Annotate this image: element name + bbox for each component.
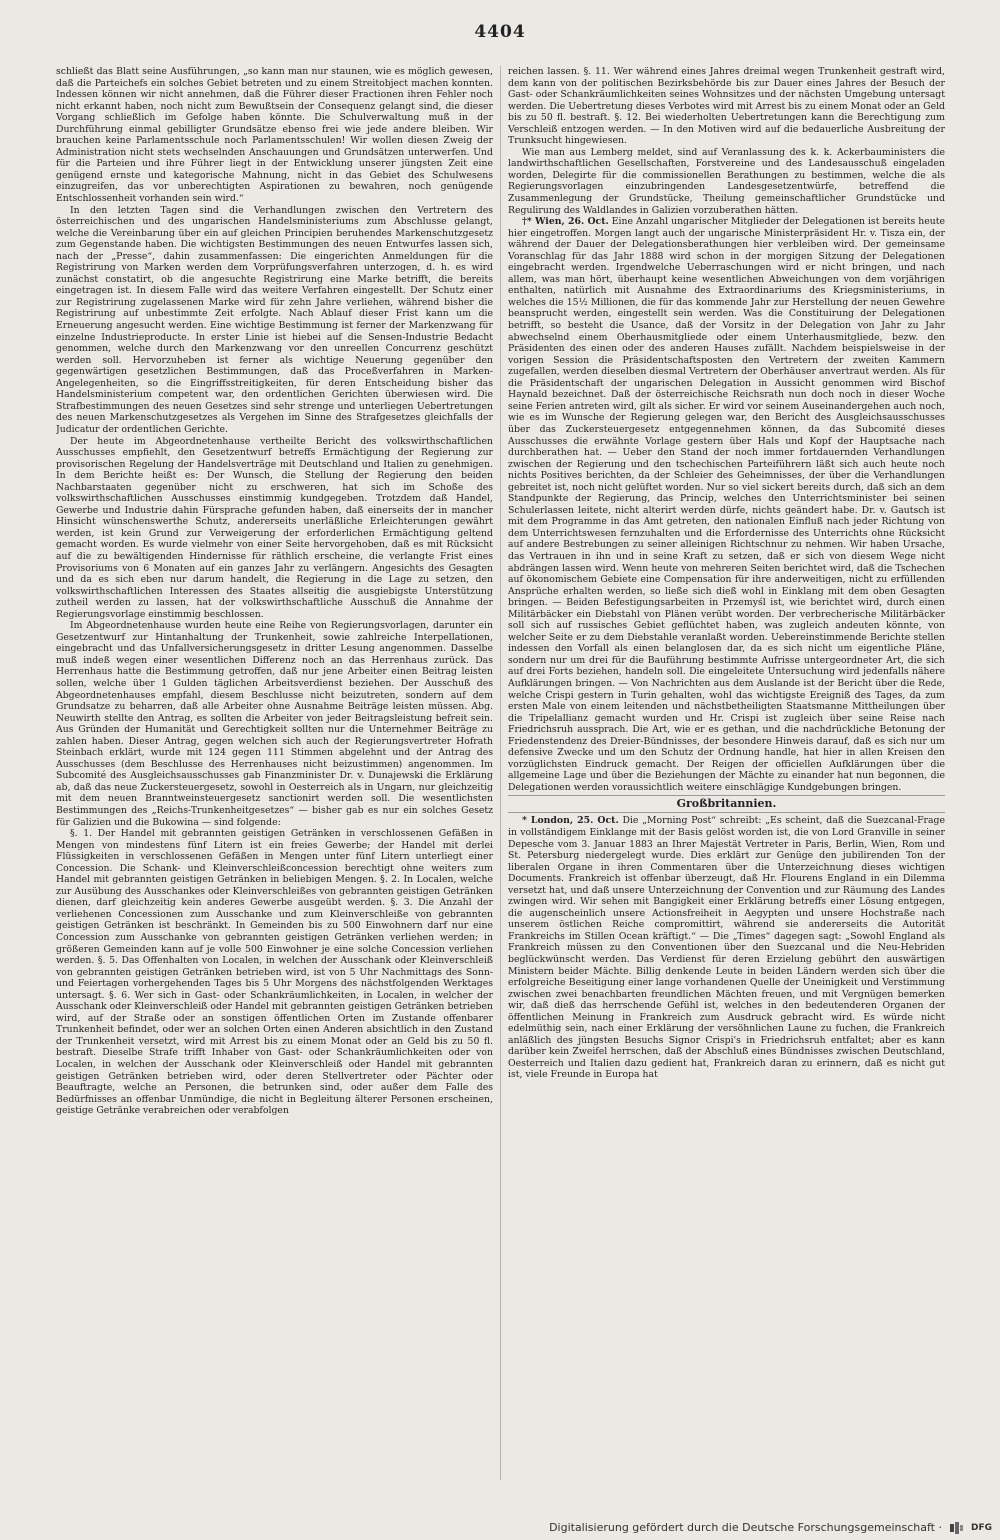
- article-paragraph: Der heute im Abgeordnetenhause vertheilte Bericht des volkswirthschaftlichen Ausschusses empfiehlt, den Gesetzentwurf betreffs Ermächtigung der Regierung zur provisorischen Regelung der Handelsverträge mit Deutschland und Italien zu genehmigen. In dem Berichte heißt es: Der Wunsch, die Stellung der Regierung den beiden Nachbarstaaten gegenüber nicht zu erschweren, hat sich im Schoße des volkswirthschaftlichen Ausschusses einstimmig kundgegeben. Trotzdem daß Handel, Gewerbe und Industrie dahin Fürsprache gefunden haben, daß einerseits der in mancher Hinsicht wünschenswerthe Schutz, andererseits unerläßliche Erleichterungen gewährt werden, ist kein Grund zur Verweigerung der erforderlichen Ermächtigung geltend gemacht worden. Es wurde vielmehr von einer Seite hervorgehoben, daß es mit Rücksicht auf die zu bewältigenden Hindernisse für räthlich erscheine, die verlangte Frist eines Provisoriums von 6 Monaten auf ein ganzes Jahr zu verlängern. Angesichts des Gesagten und da es sich eben nur darum handelt, die Regierung in die Lage zu setzen, den volkswirthschaftlichen Interessen des Staates allseitig die ausgiebigste Unterstützung zutheil werden zu lassen, hat der volkswirthschaftliche Ausschuß die Annahme der Regierungsvorlage einstimmig beschlossen.: [56, 435, 493, 620]
- dfg-logo-text: DFG: [970, 1522, 992, 1533]
- left-column: [56, 66, 493, 1510]
- dfg-logo-icon: [950, 1522, 968, 1534]
- digitization-footer: [549, 1521, 992, 1534]
- column-divider: [500, 66, 501, 1480]
- article-paragraph: Wie man aus Lemberg meldet, sind auf Veranlassung des k. k. Ackerbauministers die landwirthschaftlichen Gesellschaften, Forstvereine und des Landesausschuß eingeladen worden, Delegirte für die commissionellen Berathungen zu bestimmen, welche die als Regierungsvorlagen einzubringenden Landesgesetzentwürfe, betreffend die Zusammenlegung der Grundstücke, Theilung gemeinschaftlicher Grundstücke und Regulirung des Waldlandes in Galizien vorzuberathen hätten.: [508, 146, 945, 216]
- london-report: [508, 815, 945, 1081]
- page-number: 4404: [474, 22, 526, 42]
- article-paragraph: Im Abgeordnetenhause wurden heute eine Reihe von Regierungsvorlagen, darunter ein Gesetzentwurf zur Hintanhaltung der Trunkenheit, sowie zahlreiche Interpellationen, eingebracht und das Unfallversicherungsgesetz in dritter Lesung angenommen. Dasselbe muß indeß wegen einer wesentlichen Differenz noch an das Herrenhaus zurück. Das Herrenhaus hatte die Bestimmung getroffen, daß nur jene Arbeiter einen Beitrag leisten sollen, welche über 1 Gulden täglichen Arbeitsverdienst beziehen. Der Ausschuß des Abgeordnetenhauses empfahl, diesem Beschlusse nicht beizutreten, sondern auf dem Grundsatze zu beharren, daß alle Arbeiter ohne Ausnahme Beiträge leisten müssen. Abg. Neuwirth stellte den Antrag, es sollten die Arbeiter von jeder Beitragsleistung befreit sein. Aus Gründen der Humanität und Gerechtigkeit sollten nur die Unternehmer Beiträge zu zahlen haben. Dieser Antrag, gegen welchen sich auch der Regierungsvertreter Hofrath Steinbach erklärt, wurde mit 124 gegen 111 Stimmen abgelehnt und der Antrag des Ausschusses (dem Beschlusse des Herrenhauses nicht beizustimmen) angenommen. Im Subcomité des Ausgleichsausschusses gab Finanzminister Dr. v. Dunajewski die Erklärung ab, daß das neue Zuckersteuergesetz, sowohl in Oesterreich als in Ungarn, nur gleichzeitig mit dem neuen Branntweinsteuergesetz sanctionirt werden soll. Die wesentlichsten Bestimmungen des „Reichs-Trunkenheitgesetzes“ — bisher gab es nur ein solches Gesetz für Galizien und die Bukowina — sind folgende:: [56, 620, 493, 828]
- section-heading-great-britain: Großbritannien.: [508, 795, 945, 813]
- vienna-report: [508, 216, 945, 793]
- right-column: [508, 66, 945, 1510]
- article-paragraph: §. 1. Der Handel mit gebrannten geistigen Getränken in verschlossenen Gefäßen in Mengen von mindestens fünf Litern ist ein freies Gewerbe; der Handel mit derlei Flüssigkeiten in verschlossenen Gefäßen in Mengen unter fünf Litern unterliegt einer Concession. Die Schank- und Kleinverschleißconcession berechtigt ohne weiters zum Handel mit gebrannten geistigen Getränken in beliebigen Mengen. §. 2. In Localen, welche zur Ausübung des Ausschankes oder Kleinverschleißes von gebrannten geistigen Getränken dienen, darf gleichzeitig kein anderes Gewerbe ausgeübt werden. §. 3. Die Anzahl der verliehenen Concessionen zum Ausschanke und zum Kleinverschleiße von gebrannten geistigen Getränken ist beschränkt. In Gemeinden bis zu 500 Einwohnern darf nur eine Concession zum Ausschanke von gebrannten geistigen Getränken verliehen werden; in größeren Gemeinden kann auf je volle 500 Einwohner je eine solche Concession verliehen werden. §. 5. Das Offenhalten von Localen, in welchen der Ausschank oder Kleinverschleiß von gebrannten geistigen Getränken betrieben wird, ist von 5 Uhr Nachmittags des Sonn- und Feiertagen vorhergehenden Tages bis 5 Uhr Morgens des nächstfolgenden Werktages untersagt. §. 6. Wer sich in Gast- oder Schankräumlichkeiten, in Localen, in welcher der Ausschank oder Kleinverschleiß oder Handel mit gebrannten geistigen Getränken betrieben wird, auf der Straße oder an sonstigen öffentlichen Orten im Zustande offenbarer Trunkenheit befindet, oder wer an solchen Orten einen Anderen absichtlich in den Zustand der Trunkenheit versetzt, wird mit Arrest bis zu einem Monat oder an Geld bis zu 50 fl. bestraft. Dieselbe Strafe trifft Inhaber von Gast- oder Schankräumlichkeiten oder von Localen, in welchen der Ausschank oder Kleinverschleiß oder Handel mit gebrannten geistigen Getränken betrieben wird, oder deren Stellvertreter oder Pächter oder Beauftragte, welche an Personen, die betrunken sind, oder außer dem Falle des Bedürfnisses an offenbar Unmündige, die nicht in Begleitung älterer Personen erscheinen, geistige Getränke verabreichen oder verabfolgen: [56, 828, 493, 1117]
- article-paragraph: reichen lassen. §. 11. Wer während eines Jahres dreimal wegen Trunkenheit gestraft wird, dem kann von der politischen Bezirksbehörde bis zur Dauer eines Jahres der Besuch der Gast- oder Schankräumlichkeiten seines Wohnsitzes und der nächsten Umgebung untersagt werden. Die Uebertretung dieses Verbotes wird mit Arrest bis zu einem Monat oder an Geld bis zu 50 fl. bestraft. §. 12. Bei wiederholten Uebertretungen kann die Berechtigung zum Verschleiß entzogen werden. — In den Motiven wird auf die bedauerliche Ausbreitung der Trunksucht hingewiesen.: [508, 66, 945, 147]
- vienna-report-text: Eine Anzahl ungarischer Mitglieder der Delegationen ist bereits heute hier eingetroffen. Morgen langt auch der ungarische Ministerpräsident Hr. v. Tisza ein, der während der Dauer der Delegationsberathungen hier verbleiben wird. Der gemeinsame Voranschlag für das Jahr 1888 wird schon in der morgigen Sitzung der Delegationen eingebracht werden. Irgendwelche Ueberraschungen wird er nicht bringen, und nach allem, was man hört, überhaupt keine wesentlichen Abweichungen von dem vorjährigen enthalten, natürlich mit Ausnahme des Extraordinariums des Kriegsministeriums, in welches die 15½ Millionen, die für das kommende Jahr zur Herstellung der neuen Gewehre beansprucht werden, eingestellt sein werden. Was die Constituirung der Delegationen betrifft, so besteht die Usance, daß der Vorsitz in der Delegation von Jahr zu Jahr abwechselnd einem Oberhausmitgliede oder einem Unterhausmitgliede, bezw. den Präsidenten des einen oder des anderen Hauses zufällt. Nachdem beispielsweise in der vorigen Session die Präsidentschaftsposten den Vertretern der zweiten Kammern zugefallen, werden dieselben diesmal Vertretern der Oberhäuser anvertraut werden. Als für die Präsidentschaft der ungarischen Delegation in Aussicht genommen wird Bischof Haynald bezeichnet. Daß der österreichische Reichsrath nun doch noch in dieser Woche seine Ferien antreten wird, gilt als sicher. Er wird vor seinem Auseinandergehen auch noch, wie es im Wunsche der Regierung gelegen war, den Bericht des Ausgleichsausschusses über das Zuckersteuergesetz entgegennehmen können, da das Subcomité dieses Ausschusses die erwähnte Vorlage gestern über Hals und Kopf der Hauptsache nach durchberathen hat. — Ueber den Stand der noch immer fortdauernden Verhandlungen zwischen der Regierung und den tschechischen Parteiführern läßt sich auch heute noch nichts Positives berichten, da der Schleier des Geheimnisses, der über die Verhandlungen gebreitet ist, noch nicht gelüftet worden. Nur so viel sickert bereits durch, daß sich an dem Standpunkte der Regierung, das Princip, welches den Unterrichtsminister bei seinen Schulerlassen leitete, nicht alterirt werden dürfe, nichts geändert habe. Dr. v. Gautsch ist mit dem Programme in das Amt getreten, den nationalen Einfluß nach jeder Richtung von dem Unterrichtswesen fernzuhalten und die Erfordernisse des Unterrichts ohne Rücksicht auf andere Bestrebungen zu seiner alleinigen Richtschnur zu nehmen. Wir haben Ursache, das Vertrauen in ihn und in seine Kraft zu setzen, daß er sich von diesem Wege nicht abdrängen lassen wird. Wenn heute von mehreren Seiten berichtet wird, daß die Tschechen auf ökonomischem Gebiete eine Compensation für ihre anderweitigen, nicht zu erfüllenden Ansprüche erhalten werden, so ließe sich dieß wohl in Einklang mit dem oben Gesagten bringen. — Beiden Befestigungsarbeiten in Przemyśl ist, wie berichtet wird, durch einen Militärbäcker ein Diebstahl von Plänen verübt worden. Der verbrecherische Militärbäcker soll sich auf russisches Gebiet geflüchtet haben, was zugleich andeuten könnte, von welcher Seite er zu dem Diebstahle veranlaßt worden. Uebereinstimmende Berichte stellen indessen den Vorfall als einen belanglosen dar, da es sich nicht um eigentliche Pläne, sondern nur um drei für die Bauführung bestimmte Aufrisse untergeordneter Art, die sich auf drei Forts beziehen, handeln soll. Die eingeleitete Untersuchung wird jedenfalls nähere Aufklärungen bringen. — Von Nachrichten aus dem Auslande ist der Bericht über die Rede, welche Crispi gestern in Turin gehalten, wohl das wichtigste Ereigniß des Tages, da zum ersten Male von einem leitenden und nächstbetheiligten Staatsmanne Mittheilungen über die Tripelallianz gemacht wurden und Hr. Crispi ist zugleich über seine Reise nach Friedrichsruh aussprach. Die Art, wie er es gethan, und die nachdrückliche Betonung der Friedenstendenz des Dreier-Bündnisses, der besondere Hinweis darauf, daß es sich nur um defensive Zwecke und um den Schutz der Ordnung handle, hat hier in allen Kreisen den vorzüglichsten Eindruck gemacht. Der Reigen der officiellen Aufklärungen über die allgemeine Lage und über die Beziehungen der Mächte zu einander hat nun begonnen, die Delegationen werden voraussichtlich weitere einschlägige Kundgebungen bringen.: [508, 216, 945, 793]
- vienna-dateline: †* Wien, 26. Oct.: [522, 216, 609, 228]
- article-paragraph: schließt das Blatt seine Ausführungen, „so kann man nur staunen, wie es möglich gewesen, daß die Parteichefs ein solches Gebiet betreten und zu einem Streitobject machen konnten. Indessen können wir nicht annehmen, daß die Führer dieser Fractionen ihren Fehler noch nicht erkannt haben, noch nicht zum Bewußtsein der Consequenz gelangt sind, die dieser Vorgang schließlich im Gefolge haben könnte. Die Schulverwaltung muß in der Durchführung einmal gebilligter Grundsätze ebenso frei wie jede andere bleiben. Wir brauchen keine Parlamentsschule noch Parlamentsschulen! Wir wollen diesen Zweig der Administration nicht stets wechselnden Anschauungen und Grundsätzen unterwerfen. Und für die Parteien und ihre Führer liegt in der Entwicklung unserer jüngsten Zeit eine genügend ernste und kategorische Mahnung, nicht in das Gebiet des Schulwesens einzugreifen, das vor unberechtigten Aspirationen zu bewahren, noch genügende Entschlossenheit vorhanden sein wird.“: [56, 66, 493, 205]
- funding-credit: Digitalisierung gefördert durch die Deutsche Forschungsgemeinschaft ·: [549, 1521, 942, 1534]
- dfg-logo: [950, 1522, 992, 1534]
- article-paragraph: In den letzten Tagen sind die Verhandlungen zwischen den Vertretern des österreichischen und des ungarischen Handelsministeriums zum Abschlusse gelangt, welche die Vereinbarung über ein auf gleichen Principien beruhendes Markenschutzgesetz zum Gegenstande haben. Die wichtigsten Bestimmungen des neuen Entwurfes lassen sich, nach der „Presse“, dahin zusammenfassen: Die eingerichten Anmeldungen für die Registrirung von Marken werden dem Vorprüfungsverfahren unterzogen, d. h. es wird zunächst constatirt, ob die angesuchte Registrirung eine Marke betrifft, die bereits eingetragen ist. In diesem Falle wird das weitere Verfahren eingestellt. Der Schutz einer zur Registrirung zugelassenen Marke wird für zehn Jahre verliehen, während bisher die Registrirung auf unbestimmte Zeit erfolgte. Nach Ablauf dieser Frist kann um die Erneuerung angesucht werden. Eine wichtige Bestimmung ist ferner der Markenzwang für einzelne Industrieproducte. In erster Linie ist hiebei auf die Sensen-Industrie Bedacht genommen, welche durch den Markenzwang vor den unreellen Concurrenz geschützt werden soll. Hervorzuheben ist ferner als wichtige Neuerung gegenüber den gegenwärtigen gesetzlichen Bestimmungen, daß das Proceßverfahren in Marken-Angelegenheiten, so die Eingriffsstreitigkeiten, für deren Entscheidung bisher das Handelsministerium competent war, den ordentlichen Gerichten überwiesen wird. Die Strafbestimmungen des neuen Gesetzes sind sehr strenge und unterliegen Uebertretungen des neuen Markenschutzgesetzes als Vergehen im Sinne des Strafgesetzes gleichfalls der Judicatur der ordentlichen Gerichte.: [56, 204, 493, 435]
- london-dateline: * London, 25. Oct.: [522, 815, 619, 827]
- london-report-text: Die „Morning Post“ schreibt: „Es scheint, daß die Suezcanal-Frage in vollständigem Einklange mit der Basis gelöst worden ist, die von Lord Granville in seiner Depesche vom 3. Januar 1883 an Ihrer Majestät Vertreter in Paris, Berlin, Wien, Rom und St. Petersburg niedergelegt wurde. Dies erklärt zur Genüge den jubilirenden Ton der liberalen Organe in ihren Commentaren über die Unterzeichnung dieses wichtigen Documents. Frankreich ist offenbar überzeugt, daß Hr. Flourens England in ein Dilemma versetzt hat, und daß unsere Unterzeichnung der Convention und zur Räumung des Landes zwingen wird. Wir sehen mit Bangigkeit einer Erklärung betreffs einer Lösung entgegen, die augenscheinlich unsere Actionsfreiheit in Aegypten und unsere Hochstraße nach unserem östlichen Reiche compromittirt, während sie andererseits die Autorität Frankreichs im Stillen Ocean kräftigt.“ — Die „Times“ dagegen sagt: „Sowohl England als Frankreich müssen zu den Conventionen über den Suezcanal und die Neu-Hebriden beglückwünscht werden. Das Verdienst für deren Erzielung gebührt den auswärtigen Ministern beider Mächte. Billig denkende Leute in beiden Ländern werden sich über die erfolgreiche Beseitigung einer lange vorhandenen Quelle der Uneinigkeit und Verstimmung zwischen zwei benachbarten freundlichen Mächten freuen, und mit Vergnügen bemerken wir, daß dieß das herrschende Gefühl ist, welches in den bedeutenderen Organen der öffentlichen Meinung in Frankreich zum Ausdruck gebracht wird. Es würde nicht edelmüthig sein, nach einer Erklärung der versöhnlichen Laune zu fuchen, die Frankreich anläßlich des jüngsten Besuchs Signor Crispi's in Friedrichsruh entfaltet; aber es kann darüber kein Zweifel herrschen, daß der Abschluß eines Bündnisses zwischen Deutschland, Oesterreich und Italien dazu gedient hat, Frankreich daran zu erinnern, daß es nicht gut ist, viele Freunde in Europa hat: [508, 815, 945, 1081]
